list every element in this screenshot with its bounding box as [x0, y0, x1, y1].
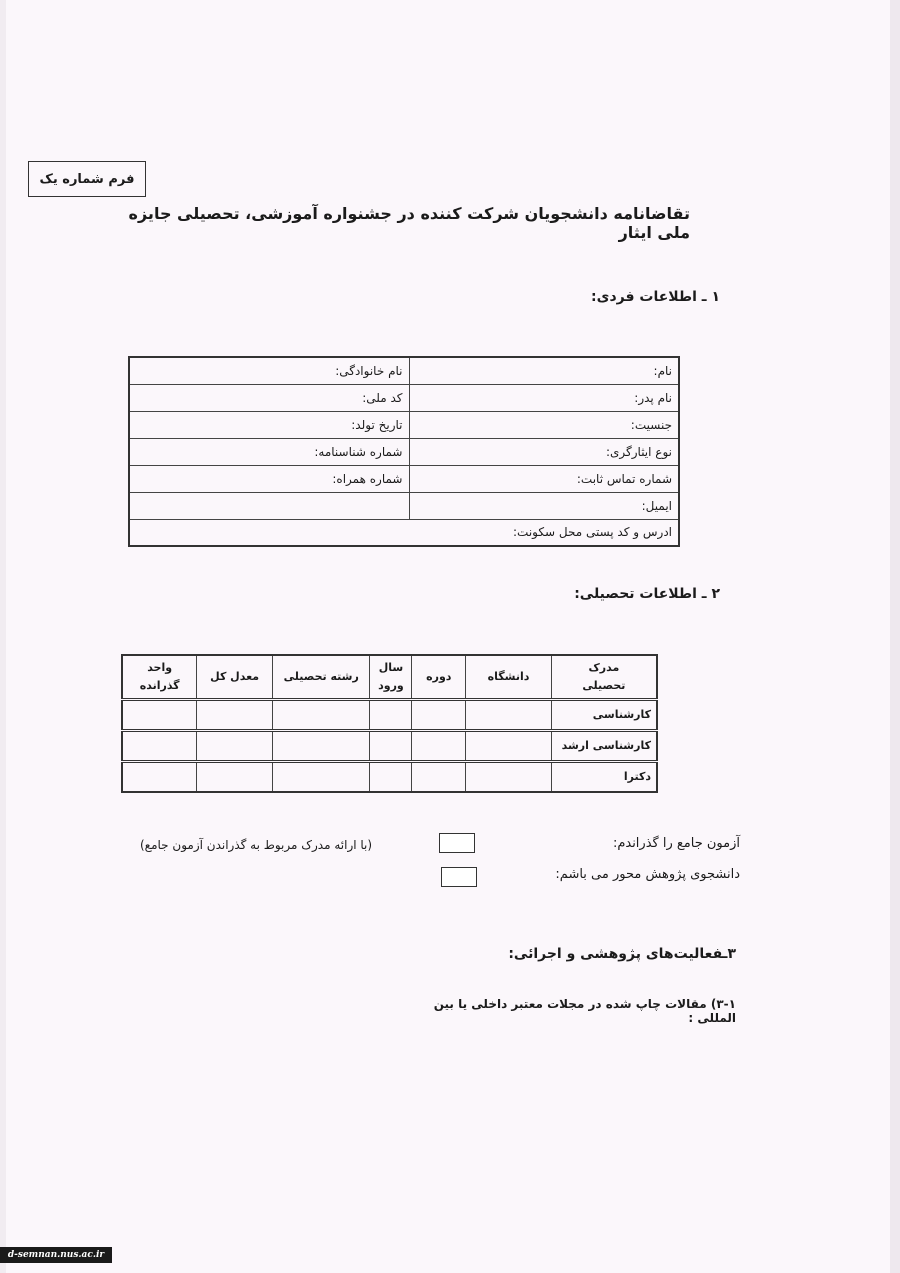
cell[interactable]: [197, 730, 273, 761]
national-code-field[interactable]: کد ملی:: [129, 384, 409, 411]
table-row: [122, 730, 657, 761]
cell[interactable]: [272, 699, 370, 730]
education-table: [121, 654, 658, 793]
section2-heading: ۲ ـ اطلاعات تحصیلی:: [574, 586, 720, 602]
cell[interactable]: [197, 699, 273, 730]
table-row: [129, 438, 679, 465]
cell[interactable]: [197, 761, 273, 792]
col-degree: [551, 655, 657, 699]
col-period: دوره: [412, 655, 466, 699]
empty-field[interactable]: [129, 492, 409, 519]
table-row: [129, 411, 679, 438]
father-name-field[interactable]: نام پدر:: [409, 384, 679, 411]
table-row: [129, 465, 679, 492]
form-title: تقاضانامه دانشجویان شرکت کننده در جشنواره آموزشی، تحصیلی جایزه ملی ایثار: [128, 204, 690, 242]
col-degree-label: تحصیلی: [582, 678, 626, 692]
sacrifice-type-field[interactable]: نوع ایثارگری:: [409, 438, 679, 465]
degree-label: کارشناسی ارشد: [551, 730, 657, 761]
cell[interactable]: [466, 730, 552, 761]
cell[interactable]: [272, 761, 370, 792]
section3-heading: ۳ـفعالیت‌های پژوهشی و اجرائی:: [508, 946, 736, 962]
name-field[interactable]: نام:: [409, 357, 679, 384]
section1-heading: ۱ ـ اطلاعات فردی:: [591, 289, 720, 305]
col-field: رشته تحصیلی: [272, 655, 370, 699]
col-entry-label: ورود: [378, 678, 404, 692]
gender-field[interactable]: جنسیت:: [409, 411, 679, 438]
table-row: [122, 761, 657, 792]
col-units-label: گذرانده: [139, 678, 180, 692]
exam-checkbox[interactable]: [439, 833, 475, 853]
cell[interactable]: [272, 730, 370, 761]
table-header-row: [122, 655, 657, 699]
table-row: [129, 357, 679, 384]
col-units: [122, 655, 197, 699]
table-row: [129, 492, 679, 519]
address-field[interactable]: ادرس و کد پستی محل سکونت:: [129, 519, 679, 546]
col-degree-label: مدرک: [588, 660, 620, 674]
cell[interactable]: [122, 761, 197, 792]
cell[interactable]: [122, 699, 197, 730]
landline-field[interactable]: شماره تماس ثابت:: [409, 465, 679, 492]
site-watermark: d-semnan.nus.ac.ir: [0, 1247, 112, 1263]
table-row: [122, 699, 657, 730]
exam-note: (با ارائه مدرک مربوط به گذراندن آزمون جامع): [140, 838, 373, 852]
id-number-field[interactable]: شماره شناسنامه:: [129, 438, 409, 465]
cell[interactable]: [370, 761, 412, 792]
cell[interactable]: [466, 699, 552, 730]
birth-date-field[interactable]: تاریخ تولد:: [129, 411, 409, 438]
personal-info-table: [128, 356, 680, 547]
family-name-field[interactable]: نام خانوادگی:: [129, 357, 409, 384]
col-university: دانشگاه: [466, 655, 552, 699]
col-units-label: واحد: [147, 660, 173, 674]
mobile-field[interactable]: شماره همراه:: [129, 465, 409, 492]
table-row: [129, 519, 679, 546]
cell[interactable]: [466, 761, 552, 792]
cell[interactable]: [370, 730, 412, 761]
col-entry-year: [370, 655, 412, 699]
research-label: دانشجوی پژوهش محور می باشم:: [555, 867, 740, 882]
exam-label: آزمون جامع را گذراندم:: [612, 836, 740, 851]
cell[interactable]: [412, 730, 466, 761]
form-number-box: فرم شماره یک: [28, 161, 146, 197]
cell[interactable]: [370, 699, 412, 730]
articles-subsection: ۳-۱) مقالات چاپ شده در مجلات معتبر داخلی یا بین المللی :: [433, 997, 736, 1025]
cell[interactable]: [122, 730, 197, 761]
cell[interactable]: [412, 761, 466, 792]
degree-label: کارشناسی: [551, 699, 657, 730]
cell[interactable]: [412, 699, 466, 730]
degree-label: دکترا: [551, 761, 657, 792]
col-gpa: معدل کل: [197, 655, 273, 699]
email-field[interactable]: ایمیل:: [409, 492, 679, 519]
table-row: [129, 384, 679, 411]
col-entry-label: سال: [378, 660, 404, 674]
research-checkbox[interactable]: [441, 867, 477, 887]
